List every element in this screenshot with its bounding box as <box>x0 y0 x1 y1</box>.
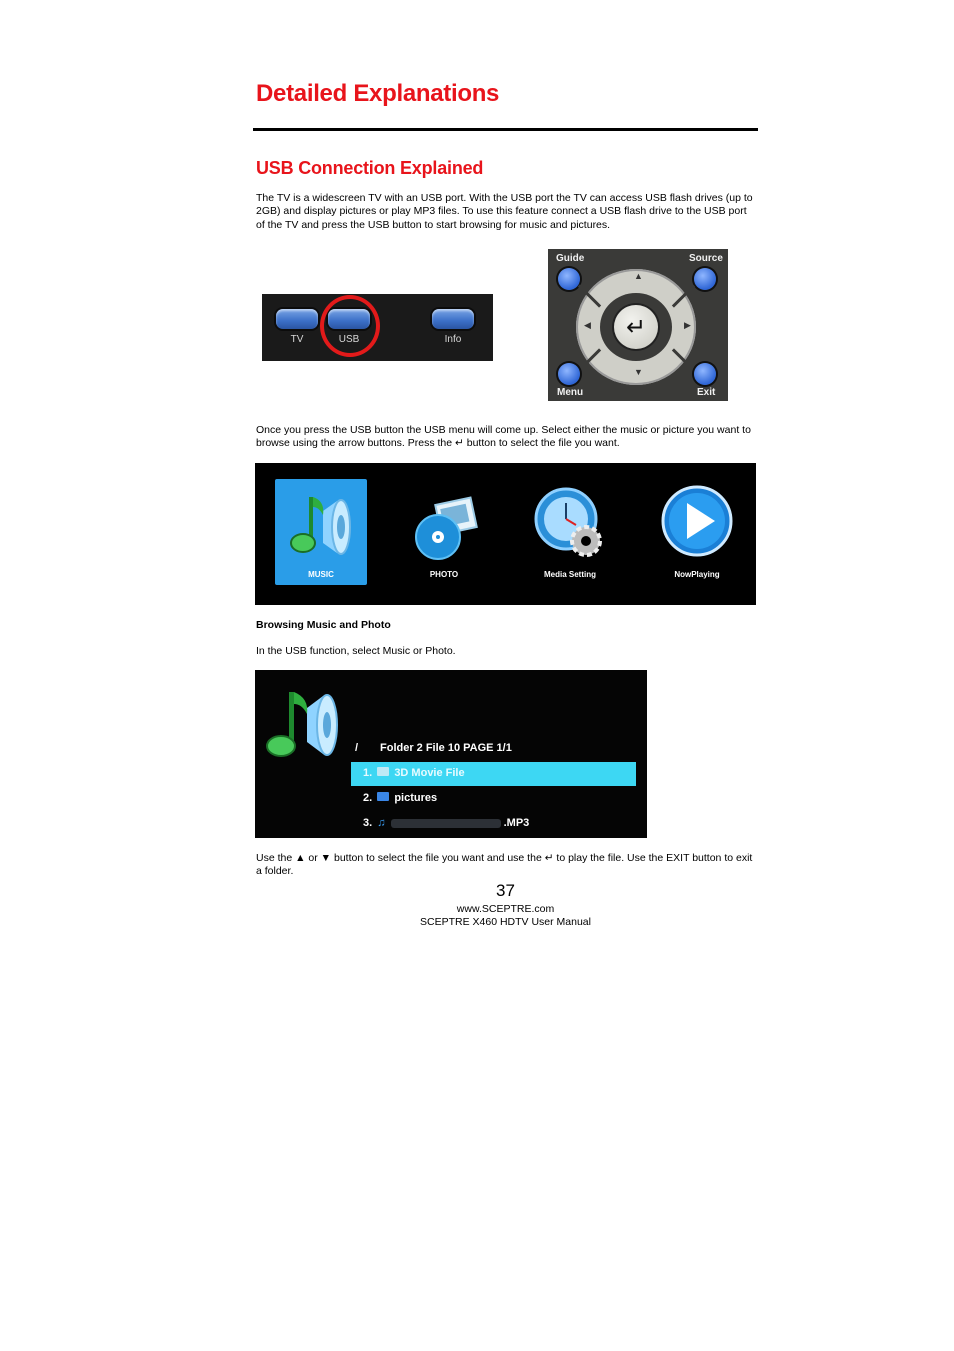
photo-disc-icon <box>398 479 490 569</box>
menu-button-image <box>558 363 580 385</box>
menu-tile-now-playing <box>651 479 743 585</box>
subheading: Browsing Music and Photo <box>256 619 391 631</box>
menu-tile-music <box>275 479 367 585</box>
tv-button-label: TV <box>290 334 304 345</box>
right-arrow-icon: ▶ <box>684 320 691 330</box>
page-title: Detailed Explanations <box>256 80 500 107</box>
tv-button-image <box>276 309 318 329</box>
music-note-speaker-icon <box>275 479 367 569</box>
browser-path-slash: / <box>355 742 359 754</box>
blurred-filename <box>391 819 501 828</box>
exit-label: Exit <box>697 387 716 398</box>
play-icon <box>651 479 743 569</box>
usb-button-label: USB <box>338 334 360 345</box>
browser-item-2: 2. pictures <box>363 792 438 804</box>
browser-header: Folder 2 File 10 PAGE 1/1 <box>380 742 512 754</box>
menu-tile-photo <box>398 479 490 585</box>
footer-manual: SCEPTRE X460 HDTV User Manual <box>420 916 591 928</box>
left-arrow-icon: ◀ <box>584 320 591 330</box>
guide-label: Guide <box>556 253 585 264</box>
select-paragraph: In the USB function, select Music or Photo. <box>256 645 456 657</box>
menu-label: Menu <box>557 387 584 398</box>
source-label: Source <box>689 253 723 264</box>
folder-icon <box>377 767 389 776</box>
page-number: 37 <box>496 881 515 900</box>
dpad-photo <box>548 249 728 401</box>
menu-tile-label: PHOTO <box>429 570 459 579</box>
menu-tile-label: NowPlaying <box>674 570 720 579</box>
title-rule <box>253 128 758 131</box>
footer-url: www.SCEPTRE.com <box>456 903 555 915</box>
section-title: USB Connection Explained <box>256 158 484 178</box>
highlight-circle <box>320 295 380 357</box>
down-arrow-icon: ▼ <box>634 367 643 377</box>
menu-tile-label: Media Setting <box>543 570 596 579</box>
enter-icon: ↵ <box>626 314 647 341</box>
info-button-label: Info <box>444 334 462 345</box>
music-browser-screenshot <box>255 670 647 838</box>
source-button-image <box>694 268 716 290</box>
menu-tile-label: MUSIC <box>308 570 334 579</box>
remote-buttons-photo <box>262 294 493 361</box>
browser-item-3: 3. ♫ .MP3 <box>363 817 530 829</box>
navigation-paragraph: Use the ▲ or ▼ button to select the file you want and use the ↵ to play the file. Use the EXIT button to exit a folder. <box>256 852 753 878</box>
intro-paragraph: The TV is a widescreen TV with an USB port. With the USB port the TV can access USB flash drives (up to 2GB) and display pictures or play MP3 files. To use this feature connect a USB flash drive to the USB port of the TV and press the USB button to start browsing for music and pictures. <box>256 192 753 231</box>
music-note-icon: ♫ <box>377 817 386 829</box>
menu-tile-media-setting <box>524 479 616 585</box>
up-arrow-icon: ▲ <box>634 271 643 281</box>
info-button-image <box>432 309 474 329</box>
folder-icon <box>377 792 389 801</box>
menu-paragraph: Once you press the USB button the USB menu will come up. Select either the music or picture you want to browse using the arrow buttons. Press the ↵ button to select the file you want. <box>256 424 751 450</box>
usb-menu-screenshot <box>255 463 756 605</box>
clock-gear-icon <box>524 479 616 569</box>
exit-button-image <box>694 363 716 385</box>
music-note-speaker-icon <box>261 678 345 768</box>
guide-button-image <box>558 268 580 290</box>
browser-item-1: 1. 3D Movie File <box>363 767 465 779</box>
